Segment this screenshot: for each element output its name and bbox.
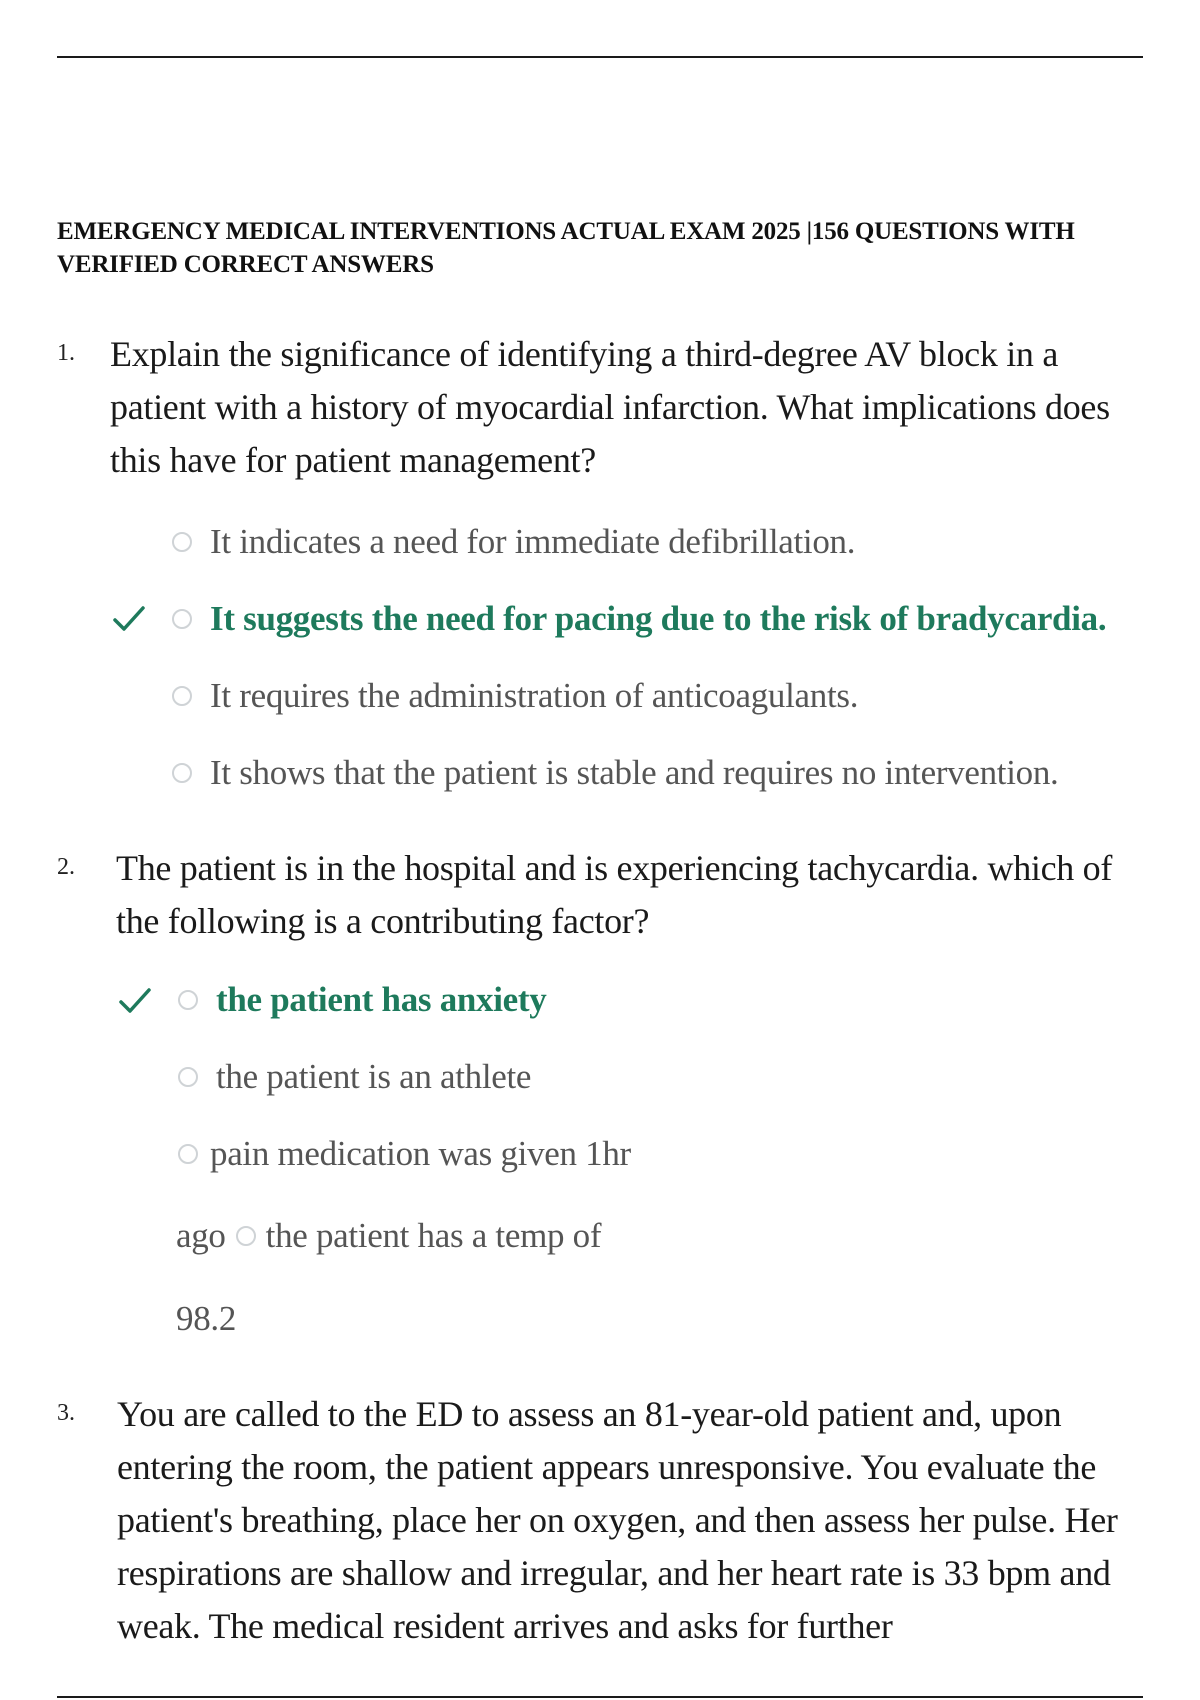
- option-1c[interactable]: [172, 676, 858, 716]
- wrapped-text-prefix: ago: [176, 1216, 226, 1255]
- radio-icon[interactable]: [172, 763, 192, 783]
- option-label: pain medication was given 1hr: [210, 1134, 631, 1173]
- option-label: the patient has a temp of: [265, 1216, 602, 1255]
- question-text: Explain the significance of identifying a third-degree AV block in a patient with a history of myocardial infarction. What implications does this have for patient management?: [110, 334, 1110, 480]
- question-number: 1.: [57, 340, 75, 366]
- option-label: It requires the administration of anticoagulants.: [210, 676, 859, 715]
- question-number: 2.: [57, 854, 75, 880]
- radio-icon[interactable]: [172, 686, 192, 706]
- option-2c[interactable]: [178, 1134, 631, 1174]
- option-2a[interactable]: [178, 980, 546, 1020]
- radio-icon[interactable]: [172, 609, 192, 629]
- option-label: the patient is an athlete: [216, 1057, 532, 1096]
- top-rule: [57, 56, 1143, 58]
- bottom-rule: [57, 1696, 1143, 1698]
- option-label: It indicates a need for immediate defibrillation.: [210, 522, 856, 561]
- check-icon: [112, 604, 146, 634]
- option-2d[interactable]: [176, 1216, 601, 1256]
- option-label: the patient has anxiety: [216, 980, 547, 1019]
- option-1b[interactable]: [172, 599, 1106, 639]
- radio-icon[interactable]: [172, 532, 192, 552]
- radio-icon[interactable]: [178, 1144, 198, 1164]
- wrapped-continuation: 98.2: [176, 1299, 237, 1338]
- question-number: 3.: [57, 1400, 75, 1426]
- option-label: It shows that the patient is stable and requires no intervention.: [210, 753, 1059, 792]
- option-2b[interactable]: [178, 1057, 531, 1097]
- document-title: EMERGENCY MEDICAL INTERVENTIONS ACTUAL EXAM 2025 |156 QUESTIONS WITH VERIFIED CORRECT ANSWERS: [57, 218, 1075, 278]
- radio-icon[interactable]: [178, 990, 198, 1010]
- question-text: The patient is in the hospital and is experiencing tachycardia. which of the following is a contributing factor?: [116, 848, 1113, 941]
- question-text: You are called to the ED to assess an 81-year-old patient and, upon entering the room, the patient appears unresponsive. You evaluate the patient's breathing, place her on oxygen, and then assess her pulse. Her respirations are shallow and irregular, and her heart rate is 33 bpm and weak. The medical resident arrives and asks for further: [117, 1394, 1118, 1646]
- option-label: It suggests the need for pacing due to the risk of bradycardia.: [210, 599, 1107, 638]
- radio-icon[interactable]: [178, 1067, 198, 1087]
- check-icon: [118, 986, 152, 1016]
- option-1d[interactable]: [172, 753, 1059, 793]
- radio-icon[interactable]: [236, 1226, 256, 1246]
- option-1a[interactable]: [172, 522, 855, 562]
